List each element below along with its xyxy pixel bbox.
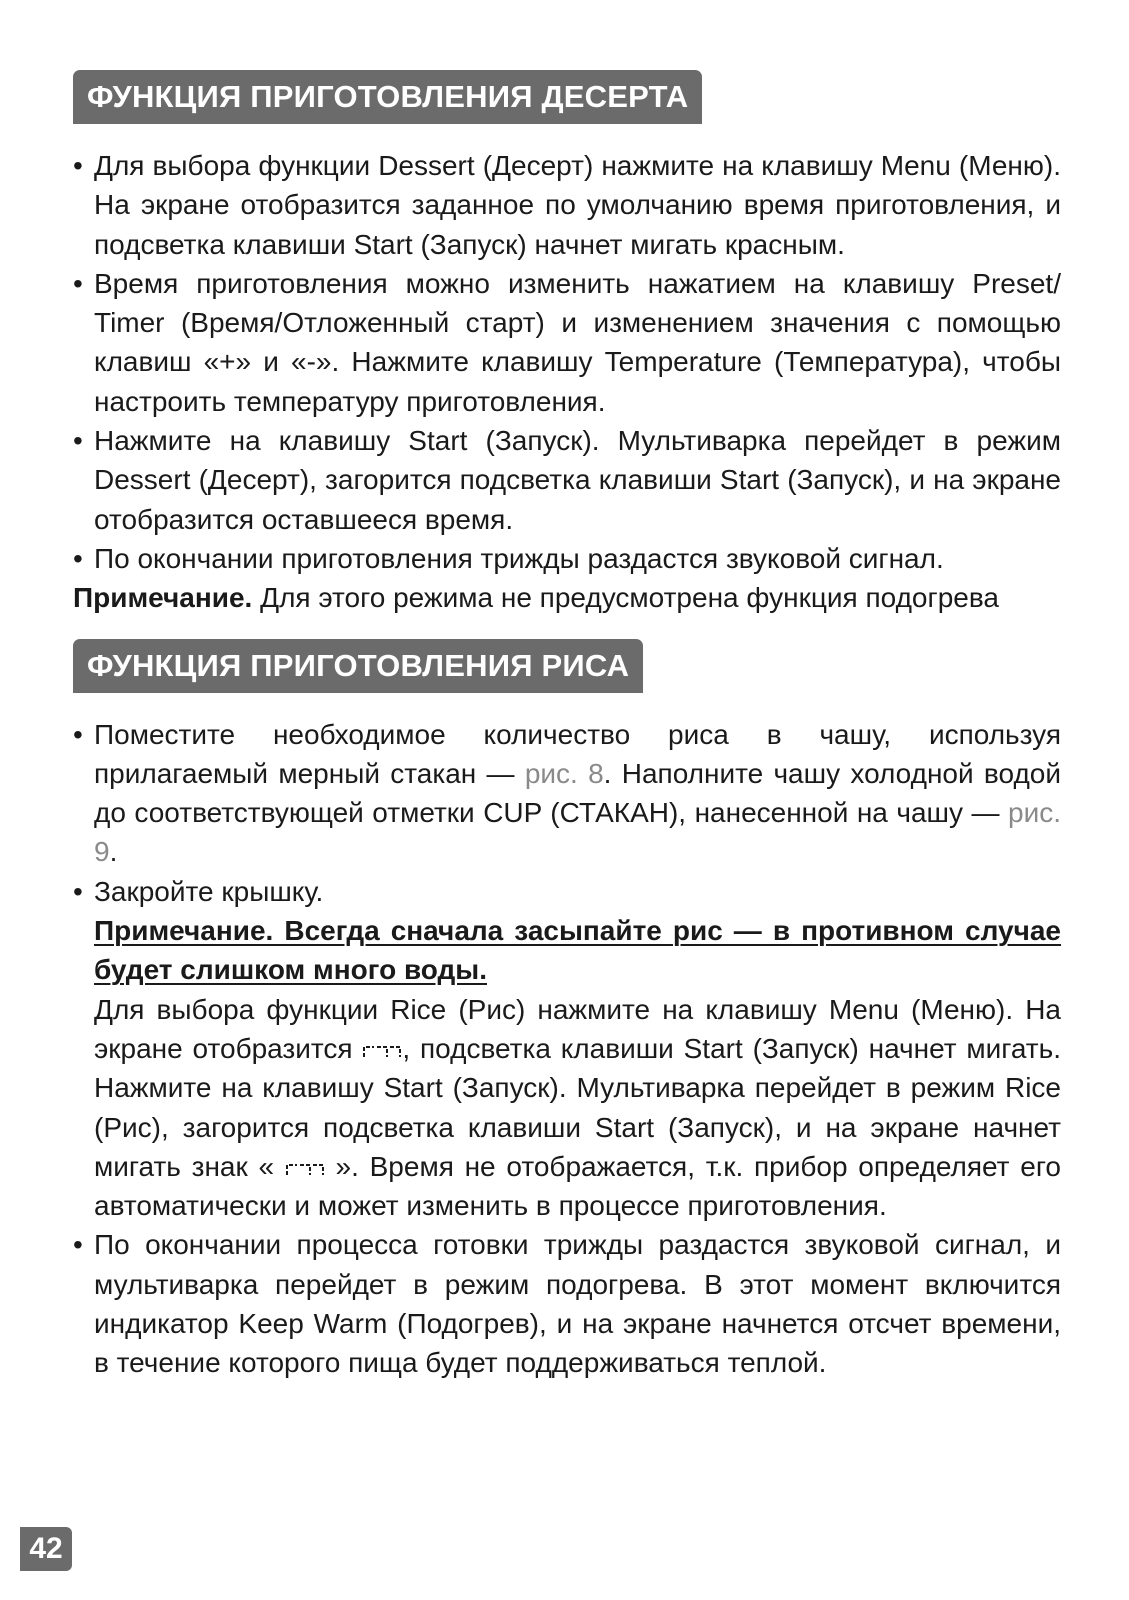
rice-section-title: ФУНКЦИЯ ПРИГОТОВЛЕНИЯ РИСА (73, 639, 643, 693)
dessert-bullet-list (73, 146, 1061, 578)
dessert-note-text: Для этого режима не предусмотрена функция подогрева (252, 582, 999, 614)
display-segment-icon (362, 1043, 402, 1059)
rice-bullet-2 (73, 872, 1061, 990)
rice-note: Примечание. Всегда сначала засыпайте рис — в противном случае будет слишком много воды. (94, 915, 1061, 986)
rice-bullet-1-text-b: . Наполните чашу холодной водой до соответствующей отметки CUP (СТАКАН), нанесенной на чашу — (94, 757, 1062, 829)
dessert-note-label: Примечание. (73, 582, 253, 614)
dessert-bullet-2: • Время приготовления можно изменить нажатием на клавишу Preset/ Timer (Время/Отложенный старт) и изменением значения с помощью клавиш «+» и «-». Нажмите клавишу Temperature (Температура), чтобы настроить температуру приготовления. (73, 264, 1061, 421)
rice-bullet-3-text: По окончании процесса готовки трижды раздастся звуковой сигнал, и мультиварка перейдет в режим подогрева. В этот момент включится индикатор Keep Warm (Подогрев), и на экране начнется отсчет времени, в течение которого пища будет поддерживаться теплой. (94, 1229, 1061, 1379)
figure-8-reference: рис. 8 (524, 757, 604, 789)
rice-paragraph-text-a: Для выбора функции Rice (Рис) нажмите на клавишу Menu (Меню). На экране отобразится (94, 993, 1061, 1064)
rice-bullet-3 (73, 1225, 1061, 1382)
dessert-bullet-3: • Нажмите на клавишу Start (Запуск). Мультиварка перейдет в режим Dessert (Десерт), загорится подсветка клавиши Start (Запуск), и на экране отобразится оставшееся время. (73, 421, 1061, 539)
bullet-icon: • (73, 1229, 83, 1261)
manual-page (73, 70, 1061, 1383)
rice-bullet-1-text-a: Поместите необходимое количество риса в чашу, используя прилагаемый мерный стакан — (94, 718, 1061, 789)
dessert-bullet-1: • Для выбора функции Dessert (Десерт) нажмите на клавишу Menu (Меню). На экране отобразится заданное по умолчанию время приготовления, и подсветка клавиши Start (Запуск) начнет мигать красным. (73, 146, 1061, 264)
rice-bullet-1-text-c: . (109, 836, 118, 868)
rice-paragraph-text-b: , подсветка клавиши Start (Запуск) начнет мигать. Нажмите на клавишу Start (Запуск). Мультиварка перейдет в режим Rice (Рис), загорится подсветка клавиши Start (Запуск), и на экране начнет мигать знак « (94, 1032, 1061, 1182)
rice-bullet-list-2 (73, 1225, 1061, 1382)
rice-paragraph-text-c: ». Время не отображается, т.к. прибор определяет его автоматически и может изменить в процессе приготовления. (94, 1150, 1061, 1222)
display-segment-icon (285, 1161, 325, 1177)
dessert-section-title: ФУНКЦИЯ ПРИГОТОВЛЕНИЯ ДЕСЕРТА (73, 70, 702, 124)
rice-close-lid: • Закройте крышку. (94, 875, 324, 907)
dessert-note (73, 578, 1061, 617)
dessert-bullet-4: • По окончании приготовления трижды раздастся звуковой сигнал. (73, 539, 1061, 578)
rice-bullet-1 (73, 715, 1061, 872)
rice-bullet-list (73, 715, 1061, 990)
rice-instructions-paragraph (73, 990, 1061, 1226)
figure-9-reference: рис. 9 (94, 797, 1061, 868)
page-number: 42 (20, 1527, 72, 1571)
